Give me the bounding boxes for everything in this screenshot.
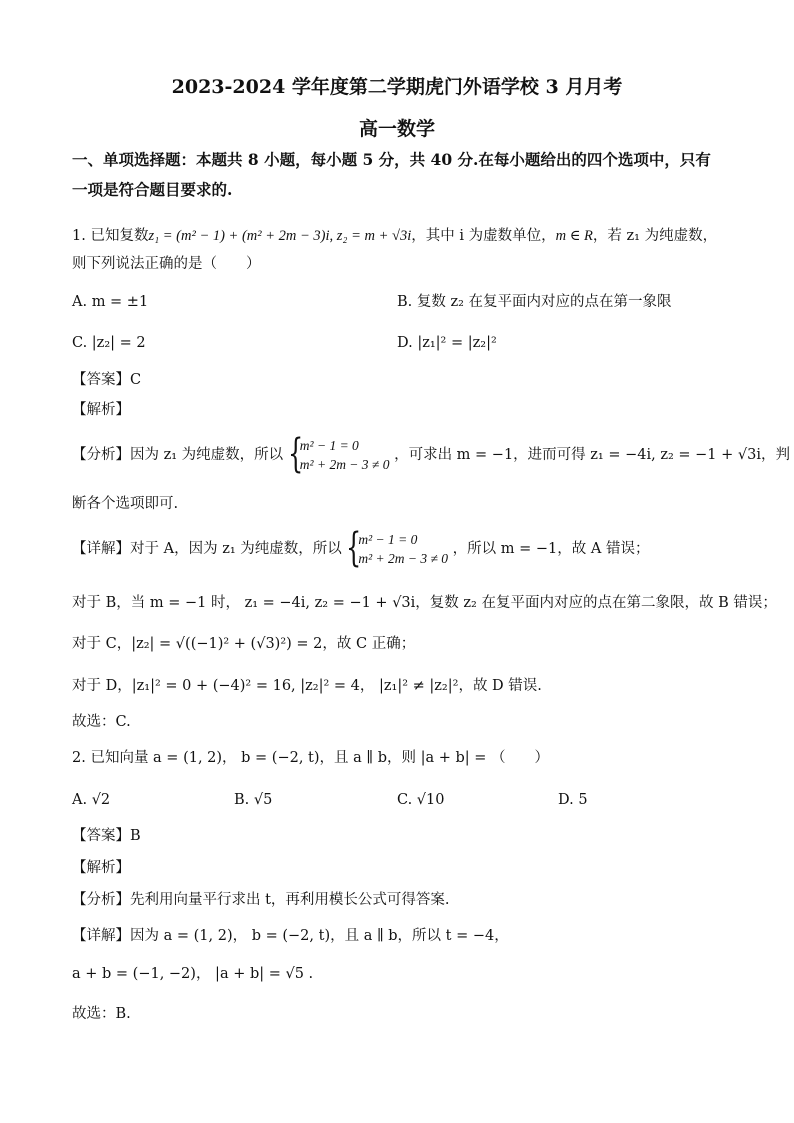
q1-analysis-label: 【解析】: [72, 402, 130, 418]
brace-glyph: {: [346, 525, 362, 571]
q1-system2-row2: m² + 2m − 3 ≠ 0: [358, 551, 449, 566]
q1-line-d: 对于 D，|z₁|² = 0 + (−4)² = 16, |z₂|² = 4， |z₁|² ≠ |z₂|²，故 D 错误.: [72, 678, 542, 694]
q1-fenxi-line2: 断各个选项即可.: [72, 496, 179, 512]
section-heading-line1: 一、单项选择题：本题共 8 小题，每小题 5 分，共 40 分.在每小题给出的四个选项中，只有: [72, 150, 711, 169]
q1-fenxi-line1: [72, 431, 791, 477]
q1-number: 1.: [72, 228, 86, 244]
q1-option-d: D. |z₁|² = |z₂|²: [397, 335, 497, 351]
q2-option-c: C. √10: [397, 792, 445, 808]
q2-stem: 2. 已知向量 a = (1, 2)， b = (−2, t)，且 a ∥ b，则 |a + b| = （ ）: [72, 750, 550, 766]
q1-option-a: A. m = ±1: [72, 294, 149, 310]
q1-conclusion: 故选：C.: [72, 714, 131, 730]
q1-xiangjie-line1: [72, 525, 650, 571]
q2-result: a + b = (−1, −2)， |a + b| = √5 .: [72, 966, 314, 982]
q1-stem-d: ，若 z₁ 为纯虚数，: [592, 228, 718, 244]
q2-analysis-label: 【解析】: [72, 860, 130, 876]
q1-line-b: 对于 B，当 m = −1 时， z₁ = −4i, z₂ = −1 + √3i，复数 z₂ 在复平面内对应的点在第二象限，故 B 错误；: [72, 595, 777, 611]
q1-xiangjie-b: ，所以 m = −1，故 A 错误；: [452, 541, 650, 557]
q1-fenxi-a: 【分析】因为 z₁ 为纯虚数，所以: [72, 447, 284, 463]
q1-option-c: C. |z₂| = 2: [72, 335, 146, 351]
q1-fenxi-b: ，可求出 m = −1，进而可得 z₁ = −4i, z₂ = −1 + √3i，判: [394, 447, 791, 463]
q1-line-c: 对于 C，|z₂| = √((−1)² + (√3)²) = 2，故 C 正确；: [72, 636, 416, 652]
q1-xiangjie-a: 【详解】对于 A，因为 z₁ 为纯虚数，所以: [72, 541, 342, 557]
q2-option-b: B. √5: [234, 792, 273, 808]
q2-conclusion: 故选：B.: [72, 1006, 131, 1022]
q1-stem-a: 已知复数: [90, 228, 149, 244]
q1-system-row1: m² − 1 = 0: [299, 438, 359, 453]
q1-stem-line1: [72, 226, 717, 246]
q2-fenxi: 【分析】先利用向量平行求出 t，再利用模长公式可得答案.: [72, 892, 450, 908]
q2-option-d: D. 5: [558, 792, 588, 808]
q2-xiangjie: 【详解】因为 a = (1, 2)， b = (−2, t)，且 a ∥ b，所以 t = −4，: [72, 928, 509, 944]
q1-stem-b: ，其中 i 为虚数单位，: [411, 228, 556, 244]
q1-stem-line2: 则下列说法正确的是（ ）: [72, 256, 261, 272]
exam-title: 2023-2024 学年度第二学期虎门外语学校 3 月月考: [171, 76, 623, 98]
q1-stem-formula: z₁ = (m² − 1) + (m² + 2m − 3)i, z₂ = m + √3i: [148, 228, 412, 244]
exam-subject: 高一数学: [358, 118, 435, 140]
q2-answer: 【答案】B: [72, 828, 141, 844]
q1-option-b: B. 复数 z₂ 在复平面内对应的点在第一象限: [397, 294, 672, 310]
q1-equation-system: [287, 431, 390, 477]
q1-system2-row1: m² − 1 = 0: [358, 532, 418, 547]
q1-equation-system-2: [346, 525, 449, 571]
q2-option-a: A. √2: [72, 792, 111, 808]
brace-glyph: {: [287, 431, 304, 477]
q1-answer: 【答案】C: [72, 372, 142, 388]
q1-stem-c: m ∈ R: [555, 228, 593, 244]
q1-system-row2: m² + 2m − 3 ≠ 0: [299, 457, 390, 472]
section-heading-line2: 一项是符合题目要求的.: [72, 180, 233, 199]
